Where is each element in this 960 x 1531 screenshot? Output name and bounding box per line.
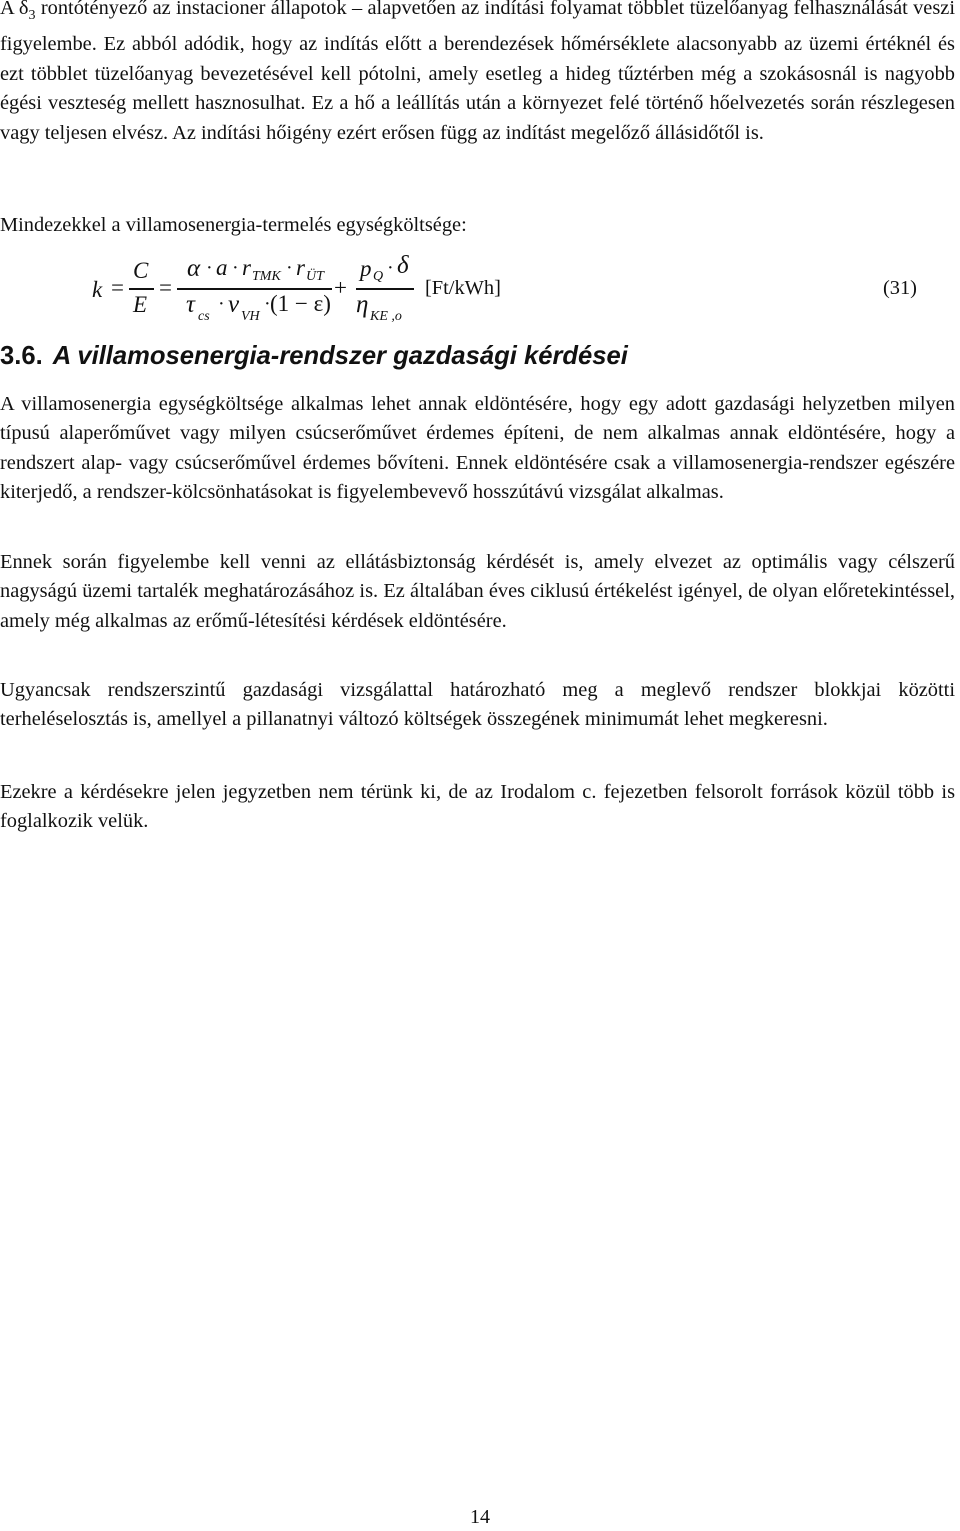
paragraph-literature-reference: Ezekre a kérdésekre jelen jegyzetben nem térünk ki, de az Irodalom c. fejezetben felsorolt források közül több is foglalkozik velük. xyxy=(0,781,955,833)
formula-nu-subscript: VH xyxy=(241,309,260,324)
section-heading xyxy=(0,340,628,372)
delta-subscript: 3 xyxy=(28,8,36,24)
formula-dot-5: · xyxy=(264,293,271,315)
formula-r-tmk-subscript: TMK xyxy=(252,269,281,284)
fraction-line-right xyxy=(356,288,414,290)
formula-dot-1: · xyxy=(206,257,213,279)
formula-C: C xyxy=(133,258,149,283)
page-number: 14 xyxy=(470,1506,490,1528)
formula-r-ut: r xyxy=(296,255,305,280)
fraction-line-C-E xyxy=(129,288,154,290)
formula-k: k xyxy=(92,277,103,302)
formula-delta: δ xyxy=(397,252,409,279)
paragraph-1-body: rontótényező az instacioner állapotok – alapvetően az indítási folyamat többlet tüzelőanyag felhasználását veszi figyelembe. Ez abból adódik, hogy az indítás előtt a berendezések hőmérséklete alacsonyabb az üzemi értéknél és ezt többlet tüzelőanyag bevezetésével kell pótolni, amely esetleg a hideg tűztérben még a szokásosnál is nagyobb égési veszteség mellett hasznosulhat. Ez a hő a leállítás után a környezet felé történő hőelvezetés során részlegesen vagy teljesen elvész. Az indítási hőigény ezért erősen függ az indítást megelőző állásidőtől is. xyxy=(0,0,955,144)
paragraph-unit-cost-usage: A villamosenergia egységköltsége alkalmas lehet annak eldöntésére, hogy egy adott gazdasági helyzetben milyen típusú alaperőművet vagy milyen csúcserőművet érdemes építeni, de nem alkalmas annak eldöntésére, hogy a rendszert alap- vagy csúcserőművel érdemes bővíteni. Ennek eldöntésére csak a villamosenergia-rendszer egészére kiterjedő, a rendszer-kölcsönhatásokat is figyelembevevő hosszútávú vizsgálat alkalmas. xyxy=(0,393,955,504)
paragraph-formula-intro: Mindezekkel a villamosenergia-termelés egységköltsége: xyxy=(0,214,467,236)
paragraph-supply-security: Ennek során figyelembe kell venni az ellátásbiztonság kérdését is, amely elvezet az optimális vagy célszerű nagyságú üzemi tartalék meghatározásához is. Ez általában éves ciklusú értékelést igényel, de olyan előretekintéssel, amely még alkalmas az erőmű-létesítési kérdések eldöntésére. xyxy=(0,551,955,632)
formula-dot-2: · xyxy=(232,257,239,279)
formula-one-minus-epsilon: (1 − ε) xyxy=(270,291,331,316)
formula-tau: τ xyxy=(186,291,195,318)
formula-dot-3: · xyxy=(286,257,293,279)
formula-E: E xyxy=(133,292,148,317)
section-title: A villamosenergia-rendszer gazdasági kérdései xyxy=(52,342,628,370)
formula-a: a xyxy=(216,255,228,280)
formula-dot-6: · xyxy=(387,257,394,279)
formula-unit: [Ft/kWh] xyxy=(425,277,501,299)
paragraph-delta3-factor xyxy=(0,0,955,148)
section-number: 3.6. xyxy=(0,342,43,370)
formula-p-subscript: Q xyxy=(373,269,384,284)
formula-equals-1: = xyxy=(111,275,124,300)
unit-cost-formula xyxy=(0,252,960,335)
formula-p: p xyxy=(360,256,372,281)
formula-alpha: α xyxy=(187,255,201,282)
formula-eta-subscript: KE ,o xyxy=(370,309,402,324)
formula-nu: ν xyxy=(228,291,240,318)
paragraph-load-distribution: Ugyancsak rendszerszintű gazdasági vizsgálattal határozható meg a meglevő rendszer blokkjai közötti terheléselosztás is, amellyel a pillanatnyi változó költségek összegének minimumát lehet megkeresni. xyxy=(0,679,955,731)
formula-r-tmk: r xyxy=(242,255,251,280)
formula-r-ut-subscript: ÜT xyxy=(306,269,324,284)
formula-dot-4: · xyxy=(218,293,225,315)
formula-eta: η xyxy=(356,291,369,318)
paragraph-1-start: A δ xyxy=(0,0,29,19)
formula-equals-2: = xyxy=(159,275,172,300)
equation-number: (31) xyxy=(883,277,917,299)
formula-plus: + xyxy=(334,275,347,300)
formula-tau-subscript: cs xyxy=(198,309,210,324)
fraction-line-main xyxy=(177,288,332,290)
